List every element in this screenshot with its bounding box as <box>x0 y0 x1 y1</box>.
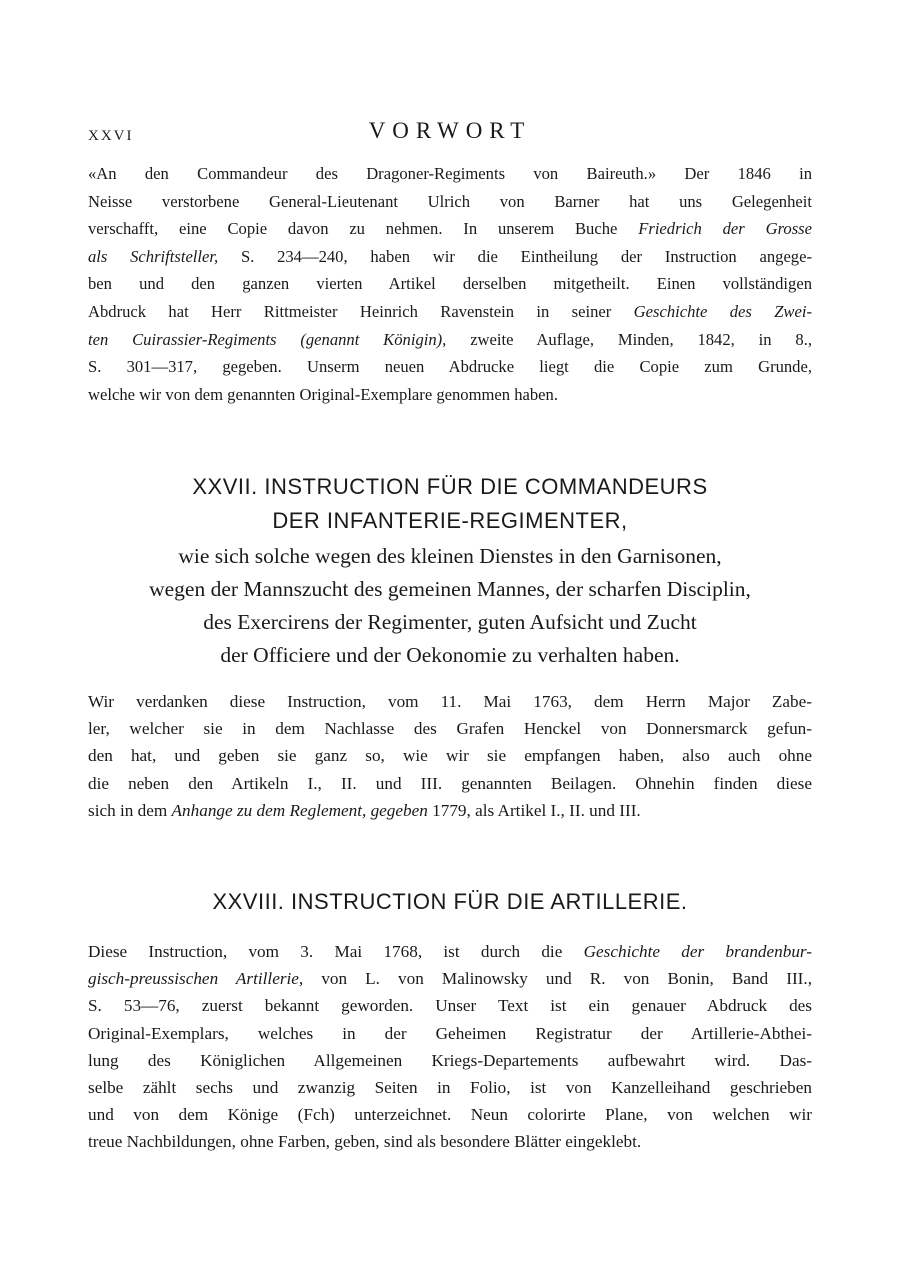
text-fragment: Abdruck hat Herr Rittmeister Heinrich Ravenstein in seiner <box>88 301 612 321</box>
text-line: S. 301—317, gegeben. Unserm neuen Abdrucke liegt die Copie zum Grunde, <box>88 357 812 377</box>
text-fragment: 1779, als Artikel I., II. und III. <box>427 800 641 820</box>
text-fragment: sich in dem <box>88 800 172 820</box>
heading-line: XXVIII. INSTRUCTION FÜR DIE ARTILLERIE. <box>212 889 688 914</box>
text-fragment: zweite Auflage, Minden, 1842, in 8., <box>446 329 812 349</box>
text-line: ler, welcher sie in dem Nachlasse des Grafen Henckel von Donnersmarck gefun- <box>88 719 812 739</box>
book-title: als Schriftsteller, <box>88 246 219 266</box>
page-number: XXVI <box>88 128 134 144</box>
subheading-line: der Officiere und der Oekonomie zu verhalten haben. <box>220 643 680 667</box>
text-fragment: Diese Instruction, vom 3. Mai 1768, ist durch die <box>88 942 584 961</box>
subheading-line: wegen der Mannszucht des gemeinen Mannes, der scharfen Disciplin, <box>149 577 751 601</box>
text-line: Neisse verstorbene General-Lieutenant Ulrich von Barner hat uns Gelegenheit <box>88 191 812 211</box>
book-title: Geschichte der brandenbur- <box>583 942 812 961</box>
text-line: Wir verdanken diese Instruction, vom 11. Mai 1763, dem Herrn Major Zabe- <box>88 692 812 711</box>
section-27-heading <box>88 470 812 672</box>
text-line: «An den Commandeur des Dragoner-Regiments von Baireuth.» Der 1846 in <box>88 164 812 183</box>
heading-line: XXVII. INSTRUCTION FÜR DIE COMMANDEURS <box>192 474 708 499</box>
text-line: den hat, und geben sie ganz so, wie wir sie empfangen haben, also auch ohne <box>88 746 812 766</box>
book-title: ten Cuirassier-Regiments (genannt Königin), <box>88 329 447 349</box>
intro-paragraph <box>88 160 812 408</box>
book-title: gisch-preussischen Artillerie, <box>88 969 304 989</box>
running-title: VORWORT <box>368 118 532 143</box>
page-header <box>88 118 812 148</box>
text-line: lung des Königlichen Allgemeinen Kriegs-Departements aufbewahrt wird. Das- <box>88 1050 812 1070</box>
book-title: Anhange zu dem Reglement, gegeben <box>171 800 428 820</box>
text-line: S. 53—76, zuerst bekannt geworden. Unser Text ist ein genauer Abdruck des <box>88 996 812 1016</box>
book-title: Friedrich der Grosse <box>638 219 812 239</box>
book-title: Geschichte des Zwei- <box>633 301 813 321</box>
text-line: die neben den Artikeln I., II. und III. genannten Beilagen. Ohnehin finden diese <box>88 773 812 793</box>
text-line <box>88 243 812 271</box>
text-line <box>88 938 812 965</box>
text-line: selbe zählt sechs und zwanzig Seiten in Folio, ist von Kanzelleihand geschrieben <box>88 1078 812 1098</box>
text-line: welche wir von dem genannten Original-Exemplare genommen haben. <box>88 384 558 404</box>
text-fragment: verschafft, eine Copie davon zu nehmen. In unserem Buche <box>88 219 618 239</box>
text-line <box>88 797 812 824</box>
text-line <box>88 215 812 243</box>
text-line <box>88 298 812 326</box>
subheading-line: wie sich solche wegen des kleinen Dienstes in den Garnisonen, <box>178 544 722 568</box>
text-fragment: S. 234—240, haben wir die Eintheilung der Instruction angege- <box>218 246 812 266</box>
text-line <box>88 965 812 992</box>
text-fragment: von L. von Malinowsky und R. von Bonin, Band III., <box>303 969 812 989</box>
text-line: treue Nachbildungen, ohne Farben, geben, sind als besondere Blätter eingeklebt. <box>88 1132 642 1152</box>
section-28-paragraph <box>88 938 812 1156</box>
section-28-heading <box>88 885 812 919</box>
text-line <box>88 326 812 354</box>
section-27-paragraph <box>88 688 812 824</box>
heading-line: DER INFANTERIE-REGIMENTER, <box>272 508 628 533</box>
subheading-line: des Exercirens der Regimenter, guten Aufsicht und Zucht <box>203 610 697 634</box>
text-line: Original-Exemplars, welches in der Geheimen Registratur der Artillerie-Abthei- <box>88 1023 812 1043</box>
text-line: ben und den ganzen vierten Artikel derselben mitgetheilt. Einen vollständigen <box>88 274 812 294</box>
text-line: und von dem Könige (Fch) unterzeichnet. Neun colorirte Plane, von welchen wir <box>88 1105 812 1125</box>
